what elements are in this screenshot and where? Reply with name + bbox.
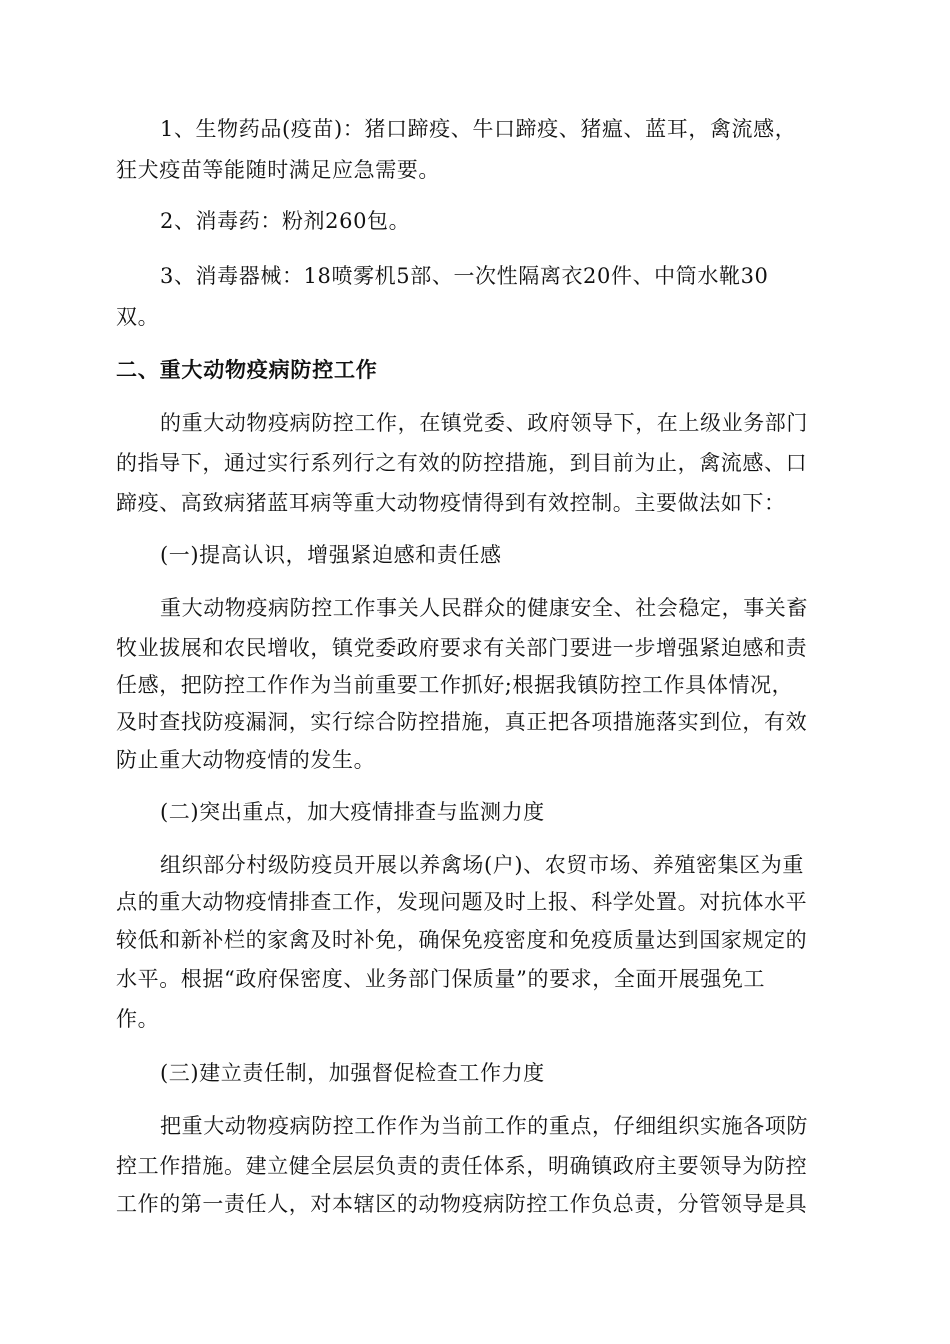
- subsection-2-line-2: 点的重大动物疫情排查工作，发现问题及时上报、科学处置。对抗体水平: [116, 890, 808, 914]
- intro-line-1: 的重大动物疫病防控工作，在镇党委、政府领导下，在上级业务部门: [160, 411, 808, 435]
- list-item-1-line-1: 1、生物药品(疫苗)：猪口蹄疫、牛口蹄疫、猪瘟、蓝耳，禽流感，: [160, 117, 797, 141]
- subsection-2-title: (二)突出重点，加大疫情排查与监测力度: [160, 800, 545, 824]
- subsection-1-line-1: 重大动物疫病防控工作事关人民群众的健康安全、社会稳定，事关畜: [160, 596, 808, 620]
- section-heading: 二、重大动物疫病防控工作: [116, 358, 378, 382]
- subsection-3-line-1: 把重大动物疫病防控工作作为当前工作的重点，仔细组织实施各项防: [160, 1114, 808, 1138]
- list-item-3-line-1: 3、消毒器械：18喷雾机5部、一次性隔离衣20件、中筒水靴30: [160, 264, 769, 288]
- subsection-1-line-2: 牧业拔展和农民增收，镇党委政府要求有关部门要进一步增强紧迫感和责: [116, 636, 808, 660]
- list-item-1-line-2: 狂犬疫苗等能随时满足应急需要。: [116, 158, 440, 182]
- subsection-2-line-5: 作。: [116, 1007, 160, 1031]
- subsection-2-line-4: 水平。根据“政府保密度、业务部门保质量”的要求，全面开展强免工: [116, 967, 766, 991]
- intro-line-2: 的指导下，通过实行系列行之有效的防控措施，到目前为止，禽流感、口: [116, 451, 808, 475]
- subsection-1-line-5: 防止重大动物疫情的发生。: [116, 748, 376, 772]
- subsection-1-line-3: 任感，把防控工作作为当前重要工作抓好;根据我镇防控工作具体情况，: [116, 673, 794, 697]
- subsection-2-line-1: 组织部分村级防疫员开展以养禽场(户)、农贸市场、养殖密集区为重: [160, 853, 804, 877]
- subsection-1-title: (一)提高认识，增强紧迫感和责任感: [160, 543, 502, 567]
- list-item-3-line-2: 双。: [116, 305, 160, 329]
- subsection-3-line-2: 控工作措施。建立健全层层负责的责任体系，明确镇政府主要领导为防控: [116, 1154, 808, 1178]
- subsection-2-line-3: 较低和新补栏的家禽及时补免，确保免疫密度和免疫质量达到国家规定的: [116, 928, 808, 952]
- subsection-3-title: (三)建立责任制，加强督促检查工作力度: [160, 1061, 545, 1085]
- subsection-1-line-4: 及时查找防疫漏洞，实行综合防控措施，真正把各项措施落实到位，有效: [116, 710, 808, 734]
- subsection-3-line-3: 工作的第一责任人，对本辖区的动物疫病防控工作负总责，分管领导是具: [116, 1192, 808, 1216]
- intro-line-3: 蹄疫、高致病猪蓝耳病等重大动物疫情得到有效控制。主要做法如下：: [116, 491, 786, 515]
- list-item-2: 2、消毒药：粉剂260包。: [160, 209, 411, 233]
